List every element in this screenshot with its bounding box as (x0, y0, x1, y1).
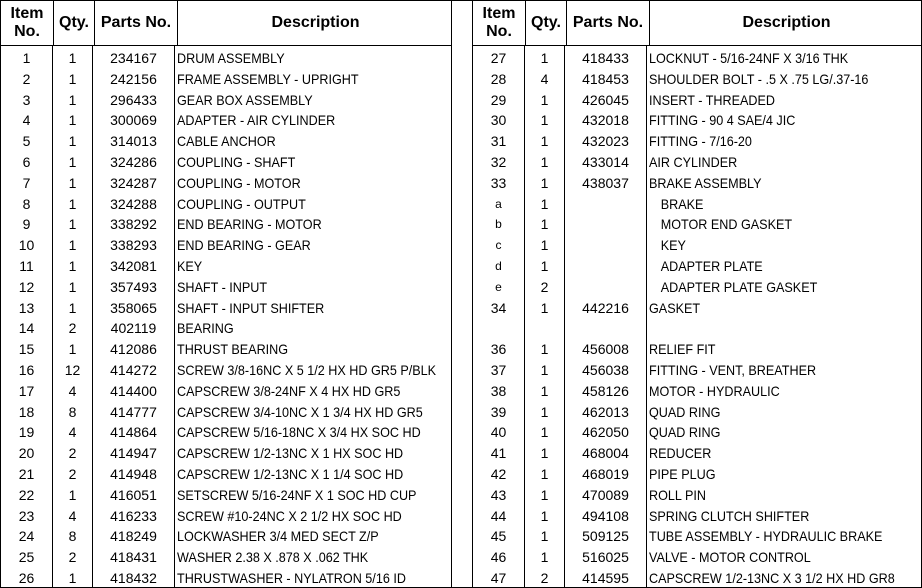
table-cell-qty: 1 (540, 382, 549, 399)
table-cell-part: 516025 (582, 549, 629, 566)
table-header (473, 1, 921, 46)
table-cell-item: a (495, 196, 502, 211)
table-cell-desc: COUPLING - MOTOR (177, 174, 301, 191)
table-cell-item: 25 (18, 549, 35, 566)
table-cell-part: 412086 (110, 341, 157, 358)
table-cell-desc: SHAFT - INPUT (177, 278, 268, 295)
table-cell-qty: 1 (540, 195, 549, 212)
table-cell-part: 462013 (582, 403, 629, 420)
parts-table-left (1, 1, 452, 587)
table-cell-qty: 1 (540, 299, 549, 316)
table-cell-desc: LOCKNUT - 5/16-24NF X 3/16 THK (649, 50, 849, 66)
table-cell-desc: TUBE ASSEMBLY - HYDRAULIC BRAKE (649, 528, 883, 545)
table-cell-desc: CAPSCREW 3/4-10NC X 1 3/4 HX HD GR5 (177, 403, 423, 420)
table-cell-item: 19 (18, 424, 35, 441)
table-cell-part: 494108 (582, 507, 629, 524)
table-cell-desc: CAPSCREW 1/2-13NC X 1 HX SOC HD (177, 445, 404, 462)
header-description: Description (271, 14, 360, 31)
table-cell-desc: QUAD RING (649, 403, 721, 420)
table-cell-qty: 1 (540, 174, 549, 191)
table-cell-part: 458126 (582, 382, 629, 399)
table-cell-item: 31 (490, 133, 507, 150)
table-cell-part: 509125 (582, 528, 629, 545)
table-cell-item: b (495, 217, 502, 232)
column-description (175, 46, 451, 587)
table-cell-qty: 1 (540, 91, 549, 108)
table-cell-item: 6 (22, 153, 31, 170)
table-cell-part: 338292 (110, 216, 157, 233)
table-cell-item: 29 (490, 91, 507, 108)
table-cell-desc: THRUST BEARING (177, 341, 289, 358)
table-cell-qty: 1 (540, 112, 549, 129)
table-cell-qty: 2 (68, 549, 77, 566)
table-cell-item: 41 (490, 445, 507, 462)
table-cell-item: 4 (22, 112, 31, 129)
table-cell-desc: VALVE - MOTOR CONTROL (649, 549, 811, 566)
table-cell-qty (525, 318, 564, 339)
table-cell-part: 296433 (110, 91, 157, 108)
table-cell-qty: 1 (540, 257, 549, 274)
table-cell-part: 234167 (110, 50, 157, 66)
table-cell-item: 18 (18, 403, 35, 420)
table-cell-qty: 1 (68, 237, 77, 254)
table-cell-desc: CAPSCREW 5/16-18NC X 3/4 HX SOC HD (177, 424, 421, 441)
table-header (1, 1, 451, 46)
table-cell-part: 324287 (110, 174, 157, 191)
table-cell-item: 24 (18, 528, 35, 545)
table-cell-desc: QUAD RING (649, 424, 721, 441)
table-cell-part: 414272 (110, 361, 157, 378)
table-cell-desc: DRUM ASSEMBLY (177, 50, 285, 66)
table-cell-desc: BRAKE ASSEMBLY (649, 174, 762, 191)
table-cell-qty: 1 (68, 195, 77, 212)
table-cell-part: 314013 (110, 133, 157, 150)
table-cell-item: 10 (18, 237, 35, 254)
table-cell-desc: KEY (177, 257, 203, 274)
table-cell-part: 456038 (582, 361, 629, 378)
table-cell-part: 462050 (582, 424, 629, 441)
table-cell-qty: 1 (68, 70, 77, 87)
table-cell-part: 414947 (110, 445, 157, 462)
table-cell-qty: 1 (68, 153, 77, 170)
table-cell-part: 402119 (110, 320, 157, 337)
table-cell-desc: CAPSCREW 3/8-24NF X 4 HX HD GR5 (177, 382, 401, 399)
table-cell-desc: FRAME ASSEMBLY - UPRIGHT (177, 70, 359, 87)
table-cell-desc: SHAFT - INPUT SHIFTER (177, 299, 325, 316)
table-cell-desc: CABLE ANCHOR (177, 133, 276, 150)
table-cell-desc: SCREW #10-24NC X 2 1/2 HX SOC HD (177, 507, 402, 524)
table-cell-part: 468004 (582, 445, 629, 462)
header-parts-no: Parts No. (95, 1, 178, 45)
table-cell-item: 39 (490, 403, 507, 420)
table-cell-part: 414777 (110, 403, 157, 420)
table-cell-item: 32 (490, 153, 507, 170)
table-cell-desc: INSERT - THREADED (649, 91, 776, 108)
table-cell-desc: ADAPTER - AIR CYLINDER (177, 112, 336, 129)
table-cell-part: 418433 (582, 50, 629, 66)
table-cell-part: 418453 (582, 70, 629, 87)
table-cell-part: 426045 (582, 91, 629, 108)
table-cell-part: 358065 (110, 299, 157, 316)
table-cell-part (565, 277, 646, 298)
table-cell-desc: MOTOR - HYDRAULIC (649, 382, 780, 399)
table-cell-desc: ADAPTER PLATE (660, 257, 763, 274)
table-cell-qty: 8 (68, 528, 77, 545)
table-cell-qty: 4 (68, 382, 77, 399)
table-cell-desc: CAPSCREW 1/2-13NC X 1 1/4 SOC HD (177, 465, 404, 482)
table-cell-qty: 2 (68, 465, 77, 482)
table-cell-qty: 2 (68, 445, 77, 462)
table-cell-part: 418249 (110, 528, 157, 545)
table-cell-qty: 2 (540, 278, 549, 295)
column-parts-no (93, 46, 175, 587)
table-cell-item: 20 (18, 445, 35, 462)
table-cell-part: 418431 (110, 549, 157, 566)
table-cell-part: 414595 (582, 569, 629, 586)
table-cell-desc: FITTING - 7/16-20 (649, 133, 752, 150)
table-cell-qty: 12 (64, 361, 81, 378)
table-cell-qty: 1 (540, 528, 549, 545)
table-cell-qty: 1 (540, 507, 549, 524)
column-qty (525, 46, 565, 587)
table-cell-item: 15 (18, 341, 35, 358)
table-cell-item: 26 (18, 569, 35, 586)
table-cell-item: 5 (22, 133, 31, 150)
table-cell-desc: COUPLING - OUTPUT (177, 195, 306, 212)
table-cell-qty: 1 (540, 341, 549, 358)
table-cell-part (565, 318, 646, 339)
column-qty (53, 46, 93, 587)
table-cell-item: 12 (18, 278, 35, 295)
table-cell-item (473, 318, 524, 339)
table-cell-desc: ROLL PIN (649, 486, 706, 503)
table-cell-qty: 1 (540, 486, 549, 503)
table-cell-qty: 1 (68, 50, 77, 66)
table-cell-qty: 2 (540, 569, 549, 586)
table-cell-qty: 1 (68, 299, 77, 316)
column-item-no (1, 46, 53, 587)
header-description: Description (742, 14, 831, 31)
table-cell-item: 17 (18, 382, 35, 399)
column-parts-no (565, 46, 647, 587)
table-cell-item: 3 (22, 91, 31, 108)
table-cell-desc: SPRING CLUTCH SHIFTER (649, 507, 810, 524)
table-cell-part: 433014 (582, 153, 629, 170)
table-cell-item: 11 (19, 257, 34, 274)
table-cell-qty: 1 (68, 569, 77, 586)
table-cell-desc: REDUCER (649, 445, 712, 462)
table-cell-desc: WASHER 2.38 X .878 X .062 THK (177, 549, 369, 566)
table-cell-item: 21 (18, 465, 35, 482)
table-cell-item: 27 (490, 50, 507, 66)
table-cell-part: 242156 (110, 70, 157, 87)
table-cell-qty: 1 (68, 174, 77, 191)
table-cell-qty: 1 (540, 361, 549, 378)
header-item-no: Item No. (473, 1, 526, 45)
table-cell-part (565, 235, 646, 256)
table-cell-item: 1 (22, 50, 31, 66)
table-cell-item: 8 (22, 195, 31, 212)
table-cell-desc: THRUSTWASHER - NYLATRON 5/16 ID (177, 569, 406, 586)
table-cell-qty: 1 (540, 424, 549, 441)
table-cell-part (565, 214, 646, 235)
table-cell-item: 23 (18, 507, 35, 524)
table-cell-item: 2 (22, 70, 31, 87)
table-cell-item: 46 (490, 549, 507, 566)
table-cell-part: 418432 (110, 569, 157, 586)
table-cell-desc: LOCKWASHER 3/4 MED SECT Z/P (177, 528, 379, 545)
table-cell-item: 38 (490, 382, 507, 399)
table-cell-desc: ADAPTER PLATE GASKET (660, 278, 818, 295)
table-cell-item: 30 (490, 112, 507, 129)
table-body (1, 46, 451, 587)
table-divider (452, 1, 473, 587)
table-cell-desc: GEAR BOX ASSEMBLY (177, 91, 313, 108)
table-cell-qty: 1 (540, 50, 549, 66)
table-cell-desc: FITTING - VENT, BREATHER (649, 361, 817, 378)
header-qty: Qty. (54, 1, 95, 45)
table-cell-desc: COUPLING - SHAFT (177, 153, 296, 170)
table-cell-qty: 1 (68, 112, 77, 129)
table-cell-desc: END BEARING - GEAR (177, 237, 311, 254)
table-cell-qty: 1 (68, 257, 77, 274)
header-item-no: Item No. (1, 1, 54, 45)
table-cell-qty: 1 (68, 341, 77, 358)
column-description (647, 46, 921, 587)
table-cell-desc (649, 318, 921, 339)
table-cell-desc: SCREW 3/8-16NC X 5 1/2 HX HD GR5 P/BLK (177, 361, 437, 378)
table-cell-part (565, 256, 646, 277)
table-cell-qty: 4 (68, 424, 77, 441)
table-cell-item: 45 (490, 528, 507, 545)
table-cell-item: 34 (490, 299, 507, 316)
table-cell-item: 14 (18, 320, 35, 337)
table-cell-qty: 1 (540, 465, 549, 482)
table-cell-desc: CAPSCREW 1/2-13NC X 3 1/2 HX HD GR8 (649, 569, 895, 586)
table-cell-item: 40 (490, 424, 507, 441)
table-cell-item: d (495, 258, 502, 273)
table-cell-item: c (495, 238, 502, 253)
parts-table-right (473, 1, 921, 587)
header-parts-no: Parts No. (567, 1, 650, 45)
table-cell-desc: GASKET (649, 299, 701, 316)
table-cell-part: 442216 (582, 299, 629, 316)
table-cell-desc: PIPE PLUG (649, 465, 716, 482)
table-cell-part: 470089 (582, 486, 629, 503)
table-cell-item: 37 (490, 361, 507, 378)
table-cell-item: 28 (490, 70, 507, 87)
table-cell-qty: 2 (68, 320, 77, 337)
table-cell-part: 342081 (110, 257, 157, 274)
table-cell-part: 456008 (582, 341, 629, 358)
table-cell-part: 300069 (110, 112, 157, 129)
table-cell-qty: 1 (540, 237, 549, 254)
table-cell-desc: BEARING (177, 320, 234, 337)
table-cell-item: e (495, 279, 502, 294)
table-cell-qty: 1 (540, 445, 549, 462)
table-cell-part: 357493 (110, 278, 157, 295)
table-cell-part: 338293 (110, 237, 157, 254)
table-cell-qty: 1 (68, 91, 77, 108)
table-cell-part: 468019 (582, 465, 629, 482)
table-cell-item: 16 (18, 361, 35, 378)
header-qty: Qty. (526, 1, 567, 45)
table-cell-qty: 1 (540, 133, 549, 150)
table-cell-desc: AIR CYLINDER (649, 153, 738, 170)
table-cell-qty: 1 (540, 403, 549, 420)
table-cell-part: 414948 (110, 465, 157, 482)
table-cell-item: 22 (18, 486, 35, 503)
table-cell-desc: FITTING - 90 4 SAE/4 JIC (649, 112, 796, 129)
table-cell-desc: SHOULDER BOLT - .5 X .75 LG/.37-16 (649, 70, 869, 87)
table-cell-item: 44 (490, 507, 507, 524)
table-cell-item: 36 (490, 341, 507, 358)
table-cell-part: 432023 (582, 133, 629, 150)
table-cell-part: 414864 (110, 424, 157, 441)
table-body (473, 46, 921, 587)
table-cell-qty: 1 (68, 133, 77, 150)
table-cell-item: 47 (490, 569, 507, 586)
table-cell-qty: 1 (540, 549, 549, 566)
table-cell-part: 416233 (110, 507, 157, 524)
table-cell-qty: 1 (68, 216, 77, 233)
table-cell-desc: KEY (660, 237, 686, 254)
table-cell-qty: 4 (68, 507, 77, 524)
table-cell-desc: END BEARING - MOTOR (177, 216, 322, 233)
table-cell-part: 438037 (582, 174, 629, 191)
table-cell-part: 324288 (110, 195, 157, 212)
table-cell-part: 414400 (110, 382, 157, 399)
table-cell-desc: RELIEF FIT (649, 341, 716, 358)
table-cell-part: 432018 (582, 112, 629, 129)
table-cell-part: 324286 (110, 153, 157, 170)
table-cell-qty: 1 (540, 153, 549, 170)
table-cell-part (565, 194, 646, 215)
table-cell-desc: MOTOR END GASKET (660, 216, 793, 233)
table-cell-qty: 1 (68, 486, 77, 503)
table-cell-qty: 1 (68, 278, 77, 295)
table-cell-qty: 8 (68, 403, 77, 420)
table-cell-item: 42 (490, 465, 507, 482)
table-cell-item: 13 (18, 299, 35, 316)
table-cell-part: 416051 (110, 486, 157, 503)
table-cell-item: 9 (22, 216, 31, 233)
table-cell-item: 43 (490, 486, 507, 503)
table-cell-desc: SETSCREW 5/16-24NF X 1 SOC HD CUP (177, 486, 417, 503)
table-cell-qty: 1 (540, 216, 549, 233)
table-cell-item: 33 (490, 174, 507, 191)
table-cell-qty: 4 (540, 70, 549, 87)
table-cell-item: 7 (22, 174, 31, 191)
table-cell-desc: BRAKE (660, 195, 704, 212)
column-item-no (473, 46, 525, 587)
